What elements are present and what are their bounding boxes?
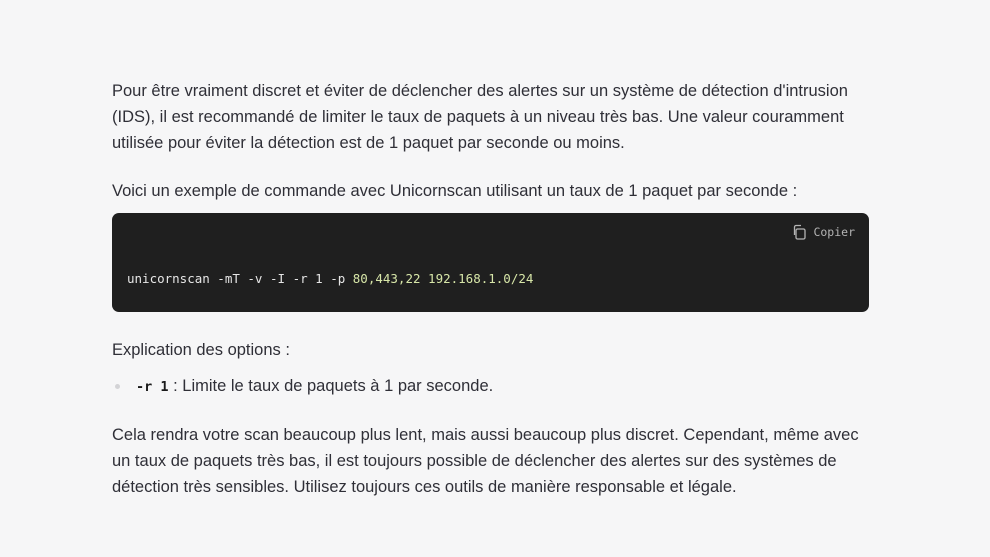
code-command	[127, 271, 533, 286]
example-intro-paragraph: Voici un exemple de commande avec Unicornscan utilisant un taux de 1 paquet par seconde :	[112, 182, 798, 200]
copy-icon	[791, 224, 807, 240]
bullet-dot	[115, 384, 120, 389]
command-target: 192.168.1.0/24	[428, 271, 534, 286]
copy-label: Copier	[813, 225, 855, 239]
option-flag: -r 1	[136, 379, 169, 395]
code-block	[112, 213, 869, 312]
conclusion-paragraph: Cela rendra votre scan beaucoup plus lent, mais aussi beaucoup plus discret. Cependant, même avec un taux de paquets très bas, il est toujours possible de déclencher des alertes sur des systèmes de détection très sensibles. Utilisez toujours ces outils de manière responsable et légale.	[112, 426, 859, 496]
intro-paragraph: Pour être vraiment discret et éviter de déclencher des alertes sur un système de détection d'intrusion (IDS), il est recommandé de limiter le taux de paquets à un niveau très bas. Une valeur couramment utilisée pour éviter la détection est de 1 paquet par seconde ou moins.	[112, 82, 848, 152]
command-space	[421, 271, 429, 286]
option-text	[136, 373, 493, 400]
command-ports: 80,443,22	[352, 271, 421, 286]
command-base: unicornscan -mT -v -I -r 1 -p	[127, 271, 353, 286]
option-description: : Limite le taux de paquets à 1 par seconde.	[168, 377, 494, 395]
copy-button[interactable]	[791, 223, 855, 241]
options-heading: Explication des options :	[112, 341, 290, 359]
